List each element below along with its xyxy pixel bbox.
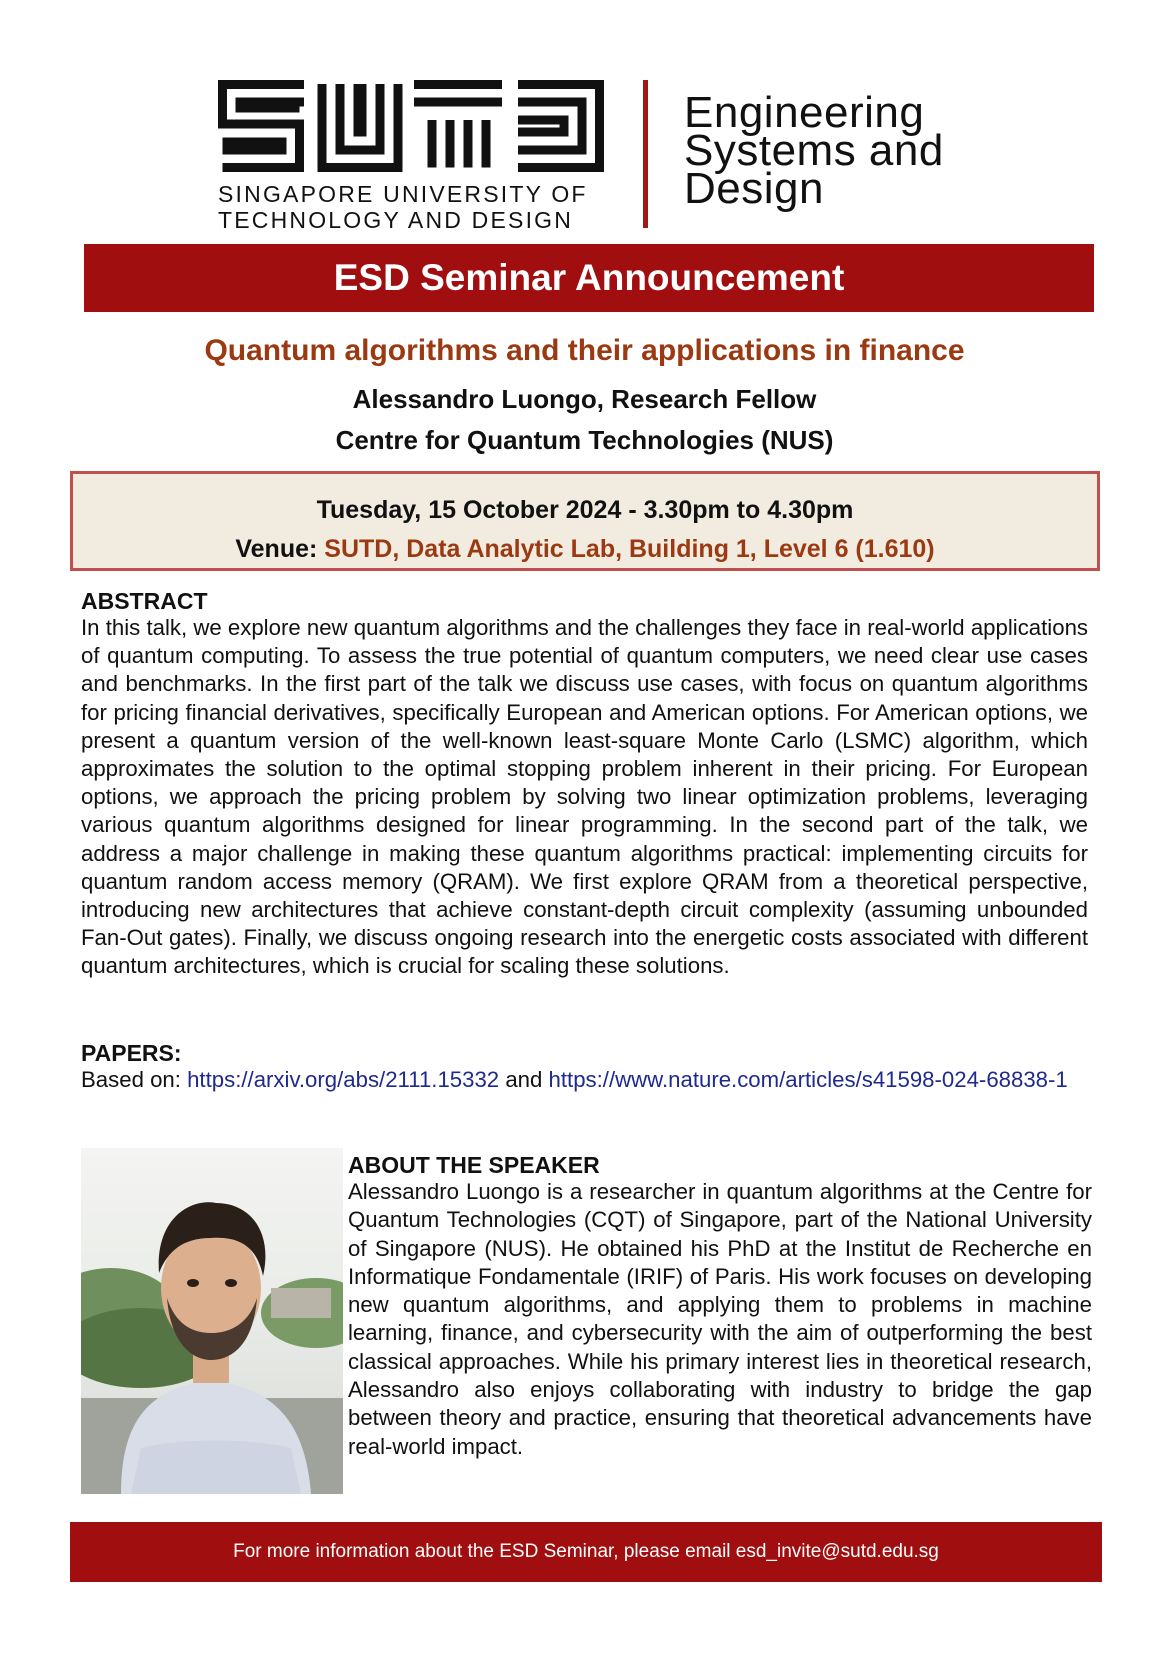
about-speaker-heading: ABOUT THE SPEAKER	[348, 1152, 600, 1178]
pillar-title-line1: Engineering	[684, 88, 925, 137]
announcement-banner	[84, 244, 1094, 312]
venue-label: Venue:	[235, 535, 318, 563]
footer-text: For more information about the ESD Seminar, please email esd_invite@sutd.edu.sg	[233, 1541, 939, 1562]
arxiv-link[interactable]: https://arxiv.org/abs/2111.15332	[187, 1067, 500, 1092]
abstract-text: In this talk, we explore new quantum algorithms and the challenges they face in real-world applications of quantum computing. To assess the true potential of quantum computers, we need clear use cases and benchmarks. In the first part of the talk we discuss use cases, with focus on quantum algorithms for pricing financial derivatives, specifically European and American options. For American options, we present a quantum version of the well-known least-square Monte Carlo (LSMC) algorithm, which approximates the solution to the optimal stopping problem inherent in their pricing. For European options, we approach the pricing problem by solving two linear optimization problems, leveraging various quantum algorithms designed for linear programming. In the second part of the talk, we address a major challenge in making these quantum algorithms practical: implementing circuits for quantum random access memory (QRAM). We first explore QRAM from a theoretical perspective, introducing new architectures that achieve constant-depth circuit complexity (assuming unbounded Fan-Out gates). Finally, we discuss ongoing research into the energetic costs associated with different quantum architectures, which is crucial for scaling these solutions.	[81, 615, 1088, 979]
footer-banner	[70, 1522, 1102, 1582]
papers-heading: PAPERS:	[81, 1040, 182, 1066]
university-name-line1: SINGAPORE UNIVERSITY OF	[218, 181, 588, 207]
venue-line	[73, 535, 1097, 564]
pillar-title	[684, 88, 944, 213]
papers-prefix: Based on:	[81, 1067, 181, 1092]
header-divider	[643, 80, 648, 228]
speaker-name: Alessandro Luongo, Research Fellow	[352, 384, 817, 414]
nature-link[interactable]: https://www.nature.com/articles/s41598-024-68838-1	[548, 1067, 1068, 1092]
papers-text	[81, 1066, 1088, 1094]
university-name	[218, 181, 618, 233]
banner-title: ESD Seminar Announcement	[333, 257, 845, 298]
pillar-title-line2: Systems and	[684, 126, 944, 175]
university-name-line2: TECHNOLOGY AND DESIGN	[218, 207, 574, 233]
abstract-heading: ABSTRACT	[81, 588, 208, 614]
venue-value: SUTD, Data Analytic Lab, Building 1, Level 6 (1.610)	[324, 535, 935, 563]
header	[0, 0, 1169, 240]
pillar-title-line3: Design	[684, 164, 824, 213]
talk-title: Quantum algorithms and their applications in finance	[204, 334, 965, 367]
about-speaker-text: Alessandro Luongo is a researcher in quantum algorithms at the Centre for Quantum Technologies (CQT) of Singapore, part of the National University of Singapore (NUS). He obtained his PhD at the Institut de Recherche en Informatique Fondamentale (IRIF) of Paris. His work focuses on developing new quantum algorithms, and applying them to problems in machine learning, finance, and cybersecurity with the aim of outperforming the best classical approaches. While his primary interest lies in theoretical research, Alessandro also enjoys collaborating with industry to bridge the gap between theory and practice, ensuring that theoretical advancements have real-world impact.	[348, 1179, 1092, 1459]
sutd-logo	[218, 80, 604, 172]
speaker-photo	[81, 1148, 343, 1494]
papers-conjunction: and	[505, 1067, 543, 1092]
speaker-organization: Centre for Quantum Technologies (NUS)	[335, 425, 834, 455]
date-time: Tuesday, 15 October 2024 - 3.30pm to 4.30pm	[316, 496, 854, 524]
schedule-box	[70, 471, 1100, 571]
